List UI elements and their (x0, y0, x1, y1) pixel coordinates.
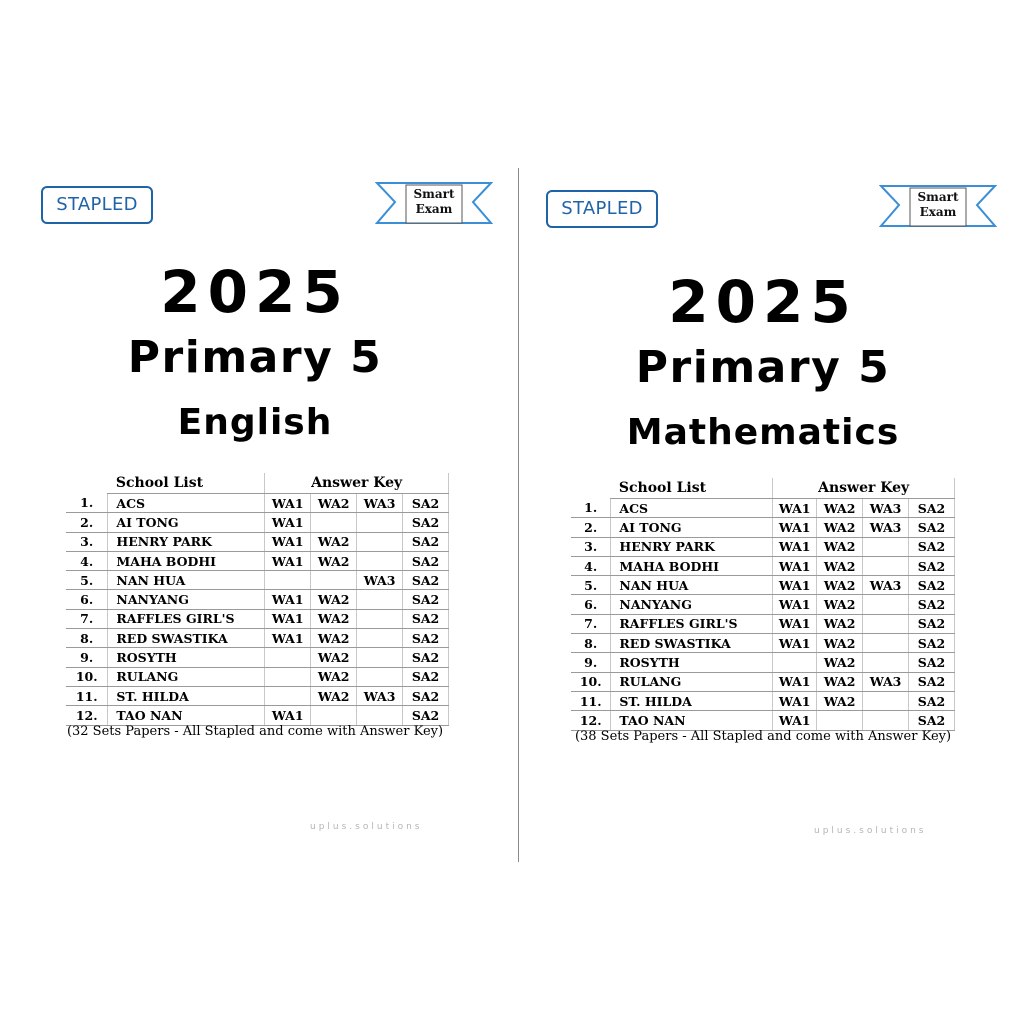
school-name: ST. HILDA (611, 691, 773, 710)
mathematics-panel (514, 0, 1024, 1024)
wa1-cell: WA1 (773, 518, 817, 537)
table-row (66, 513, 449, 532)
english-panel (0, 0, 510, 1024)
wa2-cell: WA2 (817, 499, 863, 518)
wa1-cell: WA1 (265, 706, 311, 725)
level-title: Primary 5 (635, 342, 891, 393)
school-name: NAN HUA (108, 571, 265, 590)
subject-title: Mathematics (626, 412, 900, 453)
school-name: AI TONG (108, 513, 265, 532)
sa2-cell: SA2 (403, 513, 449, 532)
wa2-cell: WA2 (817, 634, 863, 653)
school-name: RED SWASTIKA (108, 629, 265, 648)
row-number: 2. (66, 513, 108, 532)
sa2-cell: SA2 (403, 551, 449, 570)
wa3-cell (863, 691, 909, 710)
sets-note: (38 Sets Papers - All Stapled and come with Answer Key) (574, 729, 952, 744)
school-name: NANYANG (108, 590, 265, 609)
row-number: 12. (571, 711, 611, 730)
sa2-cell: SA2 (909, 556, 955, 575)
sa2-cell: SA2 (403, 686, 449, 705)
row-number: 6. (66, 590, 108, 609)
wa3-cell (863, 634, 909, 653)
row-number: 3. (66, 532, 108, 551)
wa3-cell (357, 590, 403, 609)
logo-text (913, 190, 963, 224)
row-number: 6. (571, 595, 611, 614)
sa2-cell: SA2 (909, 518, 955, 537)
sa2-cell: SA2 (909, 576, 955, 595)
wa3-cell (863, 556, 909, 575)
table-row (66, 629, 449, 648)
school-name: RED SWASTIKA (611, 634, 773, 653)
table-header-row (571, 478, 955, 499)
row-number: 8. (571, 634, 611, 653)
school-name: NAN HUA (611, 576, 773, 595)
header-school-list: School List (611, 478, 773, 499)
row-number: 3. (571, 537, 611, 556)
wa2-cell: WA2 (817, 556, 863, 575)
wa2-cell: WA2 (817, 576, 863, 595)
wa1-cell: WA1 (265, 609, 311, 628)
row-number: 1. (66, 494, 108, 513)
stapled-badge: STAPLED (41, 186, 153, 224)
logo-line-2: Exam (919, 205, 957, 219)
watermark: uplus.solutions (814, 826, 927, 836)
wa3-cell (357, 513, 403, 532)
sa2-cell: SA2 (909, 614, 955, 633)
wa2-cell: WA2 (817, 537, 863, 556)
wa1-cell: WA1 (265, 532, 311, 551)
school-name: TAO NAN (611, 711, 773, 730)
table-row (66, 667, 449, 686)
school-name: ST. HILDA (108, 686, 265, 705)
sa2-cell: SA2 (909, 672, 955, 691)
wa2-cell: WA2 (311, 494, 357, 513)
logo-line-1: Smart (917, 190, 959, 204)
sa2-cell: SA2 (909, 691, 955, 710)
wa2-cell: WA2 (311, 532, 357, 551)
school-name: RULANG (611, 672, 773, 691)
wa1-cell (773, 653, 817, 672)
wa1-cell (265, 667, 311, 686)
wa1-cell: WA1 (265, 629, 311, 648)
school-name: RAFFLES GIRL'S (108, 609, 265, 628)
sa2-cell: SA2 (403, 494, 449, 513)
wa1-cell: WA1 (773, 499, 817, 518)
wa2-cell: WA2 (311, 629, 357, 648)
table-row (571, 672, 955, 691)
wa2-cell: WA2 (311, 667, 357, 686)
table-row (66, 571, 449, 590)
row-number: 7. (66, 609, 108, 628)
wa3-cell: WA3 (863, 672, 909, 691)
row-number: 2. (571, 518, 611, 537)
wa2-cell: WA2 (817, 691, 863, 710)
sa2-cell: SA2 (403, 629, 449, 648)
wa3-cell (863, 614, 909, 633)
table-row (66, 551, 449, 570)
wa1-cell: WA1 (773, 634, 817, 653)
wa2-cell: WA2 (817, 653, 863, 672)
wa1-cell (265, 571, 311, 590)
sa2-cell: SA2 (403, 648, 449, 667)
row-number: 9. (66, 648, 108, 667)
school-name: MAHA BODHI (611, 556, 773, 575)
row-number: 4. (66, 551, 108, 570)
wa1-cell (265, 648, 311, 667)
sa2-cell: SA2 (403, 571, 449, 590)
wa3-cell (357, 648, 403, 667)
header-school-list: School List (108, 473, 265, 494)
table-row (571, 595, 955, 614)
logo-line-2: Exam (415, 202, 453, 216)
wa3-cell: WA3 (863, 499, 909, 518)
school-name: AI TONG (611, 518, 773, 537)
wa1-cell (265, 686, 311, 705)
wa1-cell: WA1 (773, 691, 817, 710)
header-answer-key: Answer Key (773, 478, 955, 499)
school-name: NANYANG (611, 595, 773, 614)
wa2-cell (311, 513, 357, 532)
wa3-cell: WA3 (357, 494, 403, 513)
wa1-cell: WA1 (773, 595, 817, 614)
sa2-cell: SA2 (909, 537, 955, 556)
row-number: 4. (571, 556, 611, 575)
wa3-cell (863, 711, 909, 730)
stapled-badge: STAPLED (546, 190, 658, 228)
table-row (66, 590, 449, 609)
wa3-cell (357, 629, 403, 648)
smart-exam-logo (375, 181, 493, 227)
wa3-cell (357, 551, 403, 570)
wa1-cell: WA1 (773, 576, 817, 595)
header-answer-key: Answer Key (265, 473, 449, 494)
row-number: 11. (571, 691, 611, 710)
wa2-cell: WA2 (311, 686, 357, 705)
level-title: Primary 5 (127, 332, 383, 383)
wa2-cell (311, 706, 357, 725)
school-answer-key-table (66, 473, 449, 726)
row-number: 10. (66, 667, 108, 686)
table-row (571, 556, 955, 575)
school-name: HENRY PARK (108, 532, 265, 551)
header-blank (571, 478, 611, 499)
wa3-cell (357, 609, 403, 628)
wa1-cell: WA1 (773, 537, 817, 556)
row-number: 12. (66, 706, 108, 725)
table-row (571, 576, 955, 595)
row-number: 7. (571, 614, 611, 633)
row-number: 1. (571, 499, 611, 518)
sa2-cell: SA2 (403, 590, 449, 609)
sa2-cell: SA2 (403, 667, 449, 686)
wa3-cell (863, 653, 909, 672)
table-row (66, 686, 449, 705)
wa3-cell: WA3 (357, 571, 403, 590)
wa1-cell: WA1 (773, 614, 817, 633)
sa2-cell: SA2 (403, 532, 449, 551)
wa2-cell: WA2 (311, 551, 357, 570)
school-answer-key-table (571, 478, 955, 731)
school-name: RAFFLES GIRL'S (611, 614, 773, 633)
wa3-cell: WA3 (863, 576, 909, 595)
table-header-row (66, 473, 449, 494)
wa1-cell: WA1 (265, 590, 311, 609)
school-name: MAHA BODHI (108, 551, 265, 570)
logo-text (409, 187, 459, 221)
school-name: ACS (611, 499, 773, 518)
sa2-cell: SA2 (403, 609, 449, 628)
wa1-cell: WA1 (265, 551, 311, 570)
watermark: uplus.solutions (310, 822, 423, 832)
wa1-cell: WA1 (265, 513, 311, 532)
smart-exam-logo (879, 184, 997, 230)
wa2-cell: WA2 (817, 595, 863, 614)
table-row (571, 691, 955, 710)
wa3-cell (357, 667, 403, 686)
wa1-cell: WA1 (265, 494, 311, 513)
year-title: 2025 (668, 268, 858, 336)
wa1-cell: WA1 (773, 672, 817, 691)
table-row (66, 648, 449, 667)
row-number: 5. (571, 576, 611, 595)
table-row (571, 634, 955, 653)
subject-title: English (177, 402, 333, 443)
wa2-cell: WA2 (311, 648, 357, 667)
wa3-cell (863, 595, 909, 614)
table-row (571, 499, 955, 518)
wa1-cell: WA1 (773, 711, 817, 730)
wa1-cell: WA1 (773, 556, 817, 575)
sa2-cell: SA2 (909, 595, 955, 614)
table-row (571, 537, 955, 556)
header-blank (66, 473, 108, 494)
school-name: ROSYTH (611, 653, 773, 672)
school-name: RULANG (108, 667, 265, 686)
wa2-cell: WA2 (817, 672, 863, 691)
logo-line-1: Smart (413, 187, 455, 201)
table-row (571, 518, 955, 537)
table-row (571, 711, 955, 730)
wa2-cell (311, 571, 357, 590)
sa2-cell: SA2 (909, 499, 955, 518)
sa2-cell: SA2 (403, 706, 449, 725)
table-row (66, 494, 449, 513)
row-number: 9. (571, 653, 611, 672)
wa3-cell: WA3 (863, 518, 909, 537)
sets-note: (32 Sets Papers - All Stapled and come with Answer Key) (66, 724, 444, 739)
table-row (571, 653, 955, 672)
sa2-cell: SA2 (909, 653, 955, 672)
school-name: HENRY PARK (611, 537, 773, 556)
table-row (571, 614, 955, 633)
table-row (66, 532, 449, 551)
wa3-cell (357, 706, 403, 725)
wa3-cell: WA3 (357, 686, 403, 705)
row-number: 10. (571, 672, 611, 691)
wa2-cell: WA2 (817, 614, 863, 633)
school-name: ROSYTH (108, 648, 265, 667)
school-name: ACS (108, 494, 265, 513)
wa3-cell (357, 532, 403, 551)
wa3-cell (863, 537, 909, 556)
row-number: 8. (66, 629, 108, 648)
school-name: TAO NAN (108, 706, 265, 725)
table-row (66, 706, 449, 725)
sa2-cell: SA2 (909, 711, 955, 730)
wa2-cell: WA2 (311, 590, 357, 609)
sa2-cell: SA2 (909, 634, 955, 653)
table-row (66, 609, 449, 628)
wa2-cell: WA2 (817, 518, 863, 537)
row-number: 5. (66, 571, 108, 590)
wa2-cell: WA2 (311, 609, 357, 628)
row-number: 11. (66, 686, 108, 705)
year-title: 2025 (160, 258, 350, 326)
wa2-cell (817, 711, 863, 730)
